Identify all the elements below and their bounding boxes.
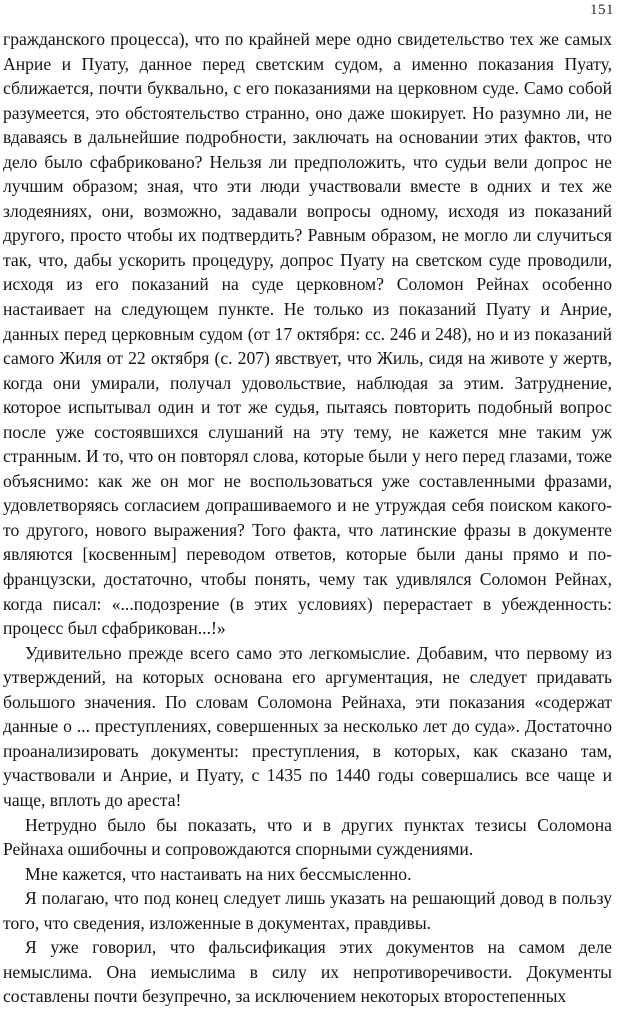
paragraph-2: Удивительно прежде всего само это легкомыслие. Добавим, что первому из утверждений, на которых основана его аргументация, не следует придавать большого значения. По словам Соломона Рейнаха, эти показания «содержат данные о ... преступлениях, совершенных за несколько лет до суда». Достаточно проанализировать документы: преступления, в которых, как сказано там, участвовали и Анрие, и Пуату, с 1435 по 1440 годы совершались все чаще и чаще, вплоть до ареста! <box>3 642 612 810</box>
page-number: 151 <box>590 2 614 18</box>
paragraph-3: Нетрудно было бы показать, что и в других пунктах тезисы Соломона Рейнаха ошибочны и сопровождаются спорными суждениями. <box>3 814 612 860</box>
body-text <box>3 27 612 1009</box>
paragraph-4: Мне кажется, что настаивать на них бессмысленно. <box>25 863 412 884</box>
paragraph-6: Я уже говорил, что фальсификация этих документов на самом деле немыслима. Она иемыслима в силу их непротиворечивости. Документы составлены почти безупречно, за исключением некоторых второстепенных <box>3 937 612 1007</box>
paragraph-5: Я полагаю, что под конец следует лишь указать на решающий довод в пользу того, что сведения, изложенные в документах, правдивы. <box>3 888 612 933</box>
paragraph-1: гражданского процесса), что по крайней мере одно свидетельство тех же самых Анрие и Пуату, данное перед светским судом, а именно показания Пуату, сближается, почти буквально, с его показаниями на церковном суде. Само собой разумеется, это обстоятельство странно, оно даже шокирует. Но разумно ли, не вдаваясь в дальнейшие подробности, заключать на основании этих фактов, что дело было сфабриковано? Нельзя ли предположить, что судьи вели допрос не лучшим образом; зная, что эти люди участвовали вместе в одних и тех же злодеяниях, они, возможно, задавали вопросы одному, исходя из показаний другого, просто чтобы их подтвердить? Равным образом, не могло ли случиться так, что, дабы ускорить процедуру, допрос Пуату на светском суде проводили, исходя из его показаний на суде церковном? Соломон Рейнах особенно настаивает на следующем пункте. Не только из показаний Пуату и Анрие, данных перед церковным судом (от 17 октября: сс. 246 и 248), но и из показаний самого Жиля от 22 октября (с. 207) явствует, что Жиль, сидя на животе у жертв, когда они умирали, получал удовольствие, наблюдая за этим. Затруднение, которое испытывал один и тот же судья, пытаясь повторить подобный вопрос после уже состоявшихся слушаний на эту тему, не кажется мне таким уж странным. И то, что он повторял слова, которые были у него перед глазами, тоже объяснимо: как же он мог не воспользоваться уже составленными фразами, удовлетворяясь согласием допрашиваемого и не утруждая себя поиском какого-то другого, нового выражения? Того факта, что латинские фразы в документе являются [косвенным] переводом ответов, которые были даны прямо и по-французски, достаточно, чтобы понять, чему так удивлялся Соломон Рейнах, когда писал: «...подозрение (в этих условиях) перерастает в убежденность: процесс был сфабрикован...!» <box>3 29 612 639</box>
